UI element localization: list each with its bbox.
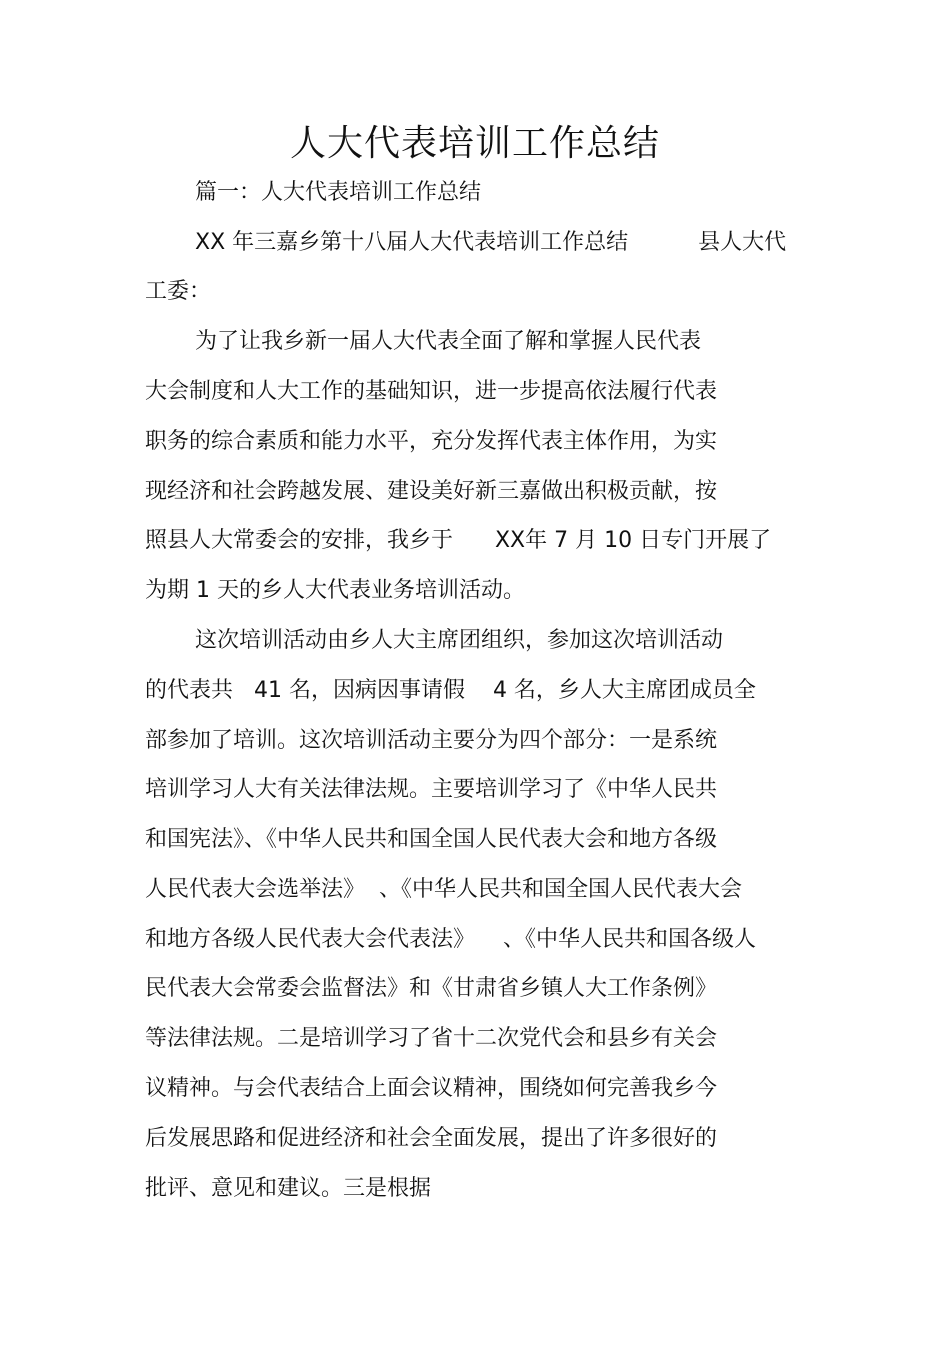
paragraph-line: 民代表大会常委会监督法》和《甘肃省乡镇人大工作条例》 xyxy=(145,976,718,1001)
paragraph-line: 人民代表大会选举法》 、《中华人民共和国全国人民代表大会 xyxy=(145,877,742,902)
paragraph-line: 部参加了培训。这次培训活动主要分为四个部分：一是系统 xyxy=(145,728,718,753)
paragraph-line: 和国宪法》、《中华人民共和国全国人民代表大会和地方各级 xyxy=(145,827,718,852)
document-title: 人大代表培训工作总结 xyxy=(289,123,660,164)
paragraph-line: 照县人大常委会的安排，我乡于 XX年 7 月 10 日专门开展了 xyxy=(145,528,772,553)
paragraph-line: 职务的综合素质和能力水平，充分发挥代表主体作用，为实 xyxy=(145,429,718,454)
paragraph-line: 为了让我乡新一届人大代表全面了解和掌握人民代表 xyxy=(195,329,702,354)
section-heading: 篇一：人大代表培训工作总结 xyxy=(195,180,482,205)
paragraph-line: 培训学习人大有关法律法规。主要培训学习了《中华人民共 xyxy=(145,777,718,802)
paragraph-line: 大会制度和人大工作的基础知识，进一步提高依法履行代表 xyxy=(145,379,718,404)
paragraph-line: 后发展思路和促进经济和社会全面发展，提出了许多很好的 xyxy=(145,1126,718,1151)
paragraph-line: 工委： xyxy=(145,279,212,304)
paragraph-line: 议精神。与会代表结合上面会议精神，围绕如何完善我乡今 xyxy=(145,1076,718,1101)
paragraph-line: 的代表共 41 名，因病因事请假 4 名，乡人大主席团成员全 xyxy=(145,678,756,703)
paragraph-line: 为期 1 天的乡人大代表业务培训活动。 xyxy=(145,578,525,603)
paragraph-line: 现经济和社会跨越发展、建设美好新三嘉做出积极贡献，按 xyxy=(145,479,718,504)
paragraph-line: 和地方各级人民代表大会代表法》 、《中华人民共和国各级人 xyxy=(145,927,756,952)
paragraph-line: XX 年三嘉乡第十八届人大代表培训工作总结 县人大代 xyxy=(195,230,787,255)
paragraph-line: 这次培训活动由乡人大主席团组织，参加这次培训活动 xyxy=(195,628,724,653)
paragraph-line: 批评、意见和建议。三是根据 xyxy=(145,1176,432,1201)
paragraph-line: 等法律法规。二是培训学习了省十二次党代会和县乡有关会 xyxy=(145,1026,718,1051)
